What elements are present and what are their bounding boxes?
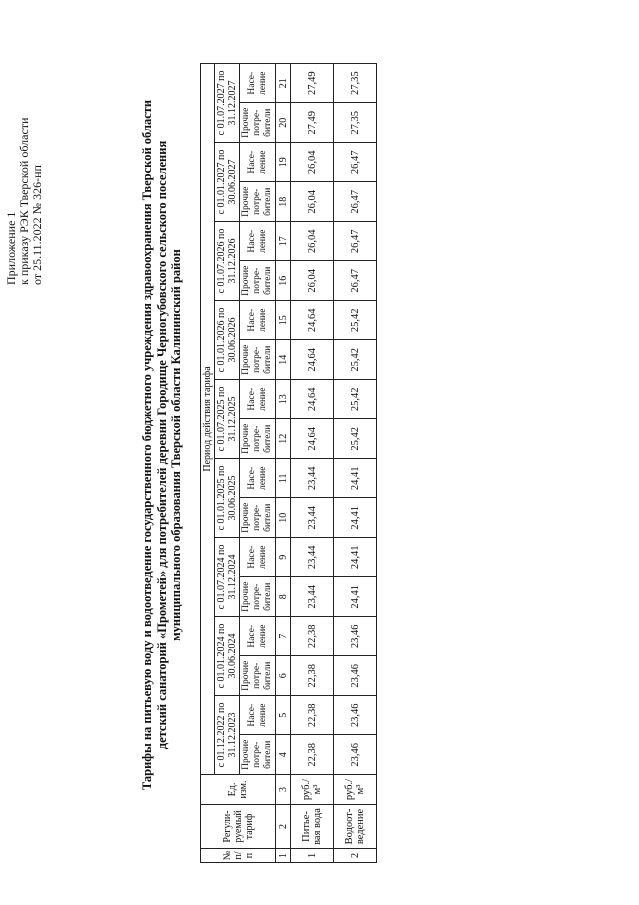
period-header: с 01.01.2027 по 30.06.2027 [215,143,240,222]
tariff-value-cell: 22,38 [291,617,334,657]
tariff-value-cell: 22,38 [291,735,334,775]
period-header: с 01.12.2022 по 31.12.2023 [215,696,240,775]
subheader-other-consumers: Прочие потре-бители [240,182,276,222]
period-header: с 01.07.2025 по 31.12.2025 [215,380,240,459]
subheader-other-consumers: Прочие потре-бители [240,340,276,380]
column-number: 14 [276,340,291,380]
column-number: 7 [276,617,291,657]
tariff-value-cell: 25,42 [334,340,377,380]
tariff-value-cell: 22,38 [291,696,334,736]
tariff-value-cell: 26,47 [334,182,377,222]
tariff-value-cell: 23,44 [291,498,334,538]
tariff-value-cell: 27,35 [334,103,377,143]
tariff-value-cell: 27,49 [291,103,334,143]
tariff-value-cell: 24,41 [334,498,377,538]
appendix-note [5,25,44,285]
column-number: 4 [276,735,291,775]
title-line-1: Тарифы на питьевую воду и водоотведение государственного бюджетного учреждения здравоохранения Тверской области [140,99,154,791]
subheader-population: Насе-ление [240,617,276,657]
document-title [140,25,184,865]
tariff-value-cell: 24,64 [291,301,334,341]
header-row-consumers [240,63,276,862]
appendix-line-3: от 25.11.2022 № 326-нп [30,165,44,285]
subheader-population: Насе-ление [240,380,276,420]
header-num: № п/п [201,849,276,863]
tariff-value-cell: 23,46 [334,617,377,657]
tariff-value-cell: 24,64 [291,340,334,380]
column-number: 5 [276,696,291,736]
subheader-other-consumers: Прочие потре-бители [240,103,276,143]
column-number: 8 [276,577,291,617]
tariff-value-cell: 23,46 [334,696,377,736]
row-number: 2 [334,849,377,863]
period-header: с 01.01.2025 по 30.06.2025 [215,459,240,538]
period-header: с 01.07.2027 по 31.12.2027 [215,63,240,142]
tariff-value-cell: 26,04 [291,222,334,262]
header-row-period [201,63,215,862]
subheader-other-consumers: Прочие потре-бители [240,656,276,696]
subheader-other-consumers: Прочие потре-бители [240,577,276,617]
tariff-value-cell: 23,44 [291,538,334,578]
tariff-value-cell: 26,47 [334,261,377,301]
subheader-population: Насе-ление [240,459,276,499]
column-number: 2 [276,805,291,849]
tariff-value-cell: 27,35 [334,63,377,103]
header-row-dates [215,63,240,862]
tariff-value-cell: 25,42 [334,301,377,341]
tariff-value-cell: 25,42 [334,380,377,420]
tariff-value-cell: 24,64 [291,380,334,420]
column-number-row [276,63,291,862]
column-number: 13 [276,380,291,420]
tariff-value-cell: 24,41 [334,538,377,578]
tariff-value-cell: 26,04 [291,143,334,183]
row-unit: руб./м³ [291,775,334,805]
tariff-value-cell: 23,46 [334,656,377,696]
tariff-value-cell: 26,47 [334,222,377,262]
row-number: 1 [291,849,334,863]
subheader-other-consumers: Прочие потре-бители [240,498,276,538]
column-number: 11 [276,459,291,499]
tariff-value-cell: 24,41 [334,577,377,617]
column-number: 6 [276,656,291,696]
appendix-line-2: к приказу РЭК Тверской области [17,117,31,285]
column-number: 20 [276,103,291,143]
tariff-value-cell: 23,46 [334,735,377,775]
tariff-table [200,63,377,863]
period-header: с 01.01.2026 по 30.06.2026 [215,301,240,380]
tariff-value-cell: 24,41 [334,459,377,499]
tariff-value-cell: 26,04 [291,182,334,222]
table-row [334,63,377,862]
row-tariff-name: Водоот-ведение [334,805,377,849]
column-number: 18 [276,182,291,222]
subheader-population: Насе-ление [240,143,276,183]
tariff-value-cell: 26,04 [291,261,334,301]
header-unit: Ед. изм. [201,775,276,805]
subheader-other-consumers: Прочие потре-бители [240,735,276,775]
title-line-2: детский санаторий «Прометей» для потребителей деревни Городище Черногубовского сельского поселения [154,140,169,750]
period-header: с 01.01.2024 по 30.06.2024 [215,617,240,696]
tariff-value-cell: 25,42 [334,419,377,459]
subheader-other-consumers: Прочие потре-бители [240,419,276,459]
appendix-line-1: Приложение 1 [4,211,18,285]
column-number: 12 [276,419,291,459]
period-header: с 01.07.2024 по 31.12.2024 [215,538,240,617]
subheader-population: Насе-ление [240,222,276,262]
column-number: 3 [276,775,291,805]
column-number: 21 [276,63,291,103]
tariff-value-cell: 24,64 [291,419,334,459]
header-period: Период действия тарифа [201,63,215,774]
subheader-population: Насе-ление [240,301,276,341]
subheader-population: Насе-ление [240,538,276,578]
column-number: 15 [276,301,291,341]
header-tariff: Регули-руемый тариф [201,805,276,849]
column-number: 10 [276,498,291,538]
subheader-population: Насе-ление [240,696,276,736]
table-row [291,63,334,862]
row-tariff-name: Питье-вая вода [291,805,334,849]
row-unit: руб./м³ [334,775,377,805]
tariff-value-cell: 23,44 [291,459,334,499]
tariff-value-cell: 23,44 [291,577,334,617]
subheader-population: Насе-ление [240,63,276,103]
tariff-value-cell: 26,47 [334,143,377,183]
column-number: 17 [276,222,291,262]
column-number: 16 [276,261,291,301]
tariff-value-cell: 22,38 [291,656,334,696]
column-number: 19 [276,143,291,183]
tariff-value-cell: 27,49 [291,63,334,103]
column-number: 1 [276,849,291,863]
column-number: 9 [276,538,291,578]
title-line-3: муниципального образования Тверской области Калининский район [169,249,183,641]
period-header: с 01.07.2026 по 31.12.2026 [215,222,240,301]
subheader-other-consumers: Прочие потре-бители [240,261,276,301]
